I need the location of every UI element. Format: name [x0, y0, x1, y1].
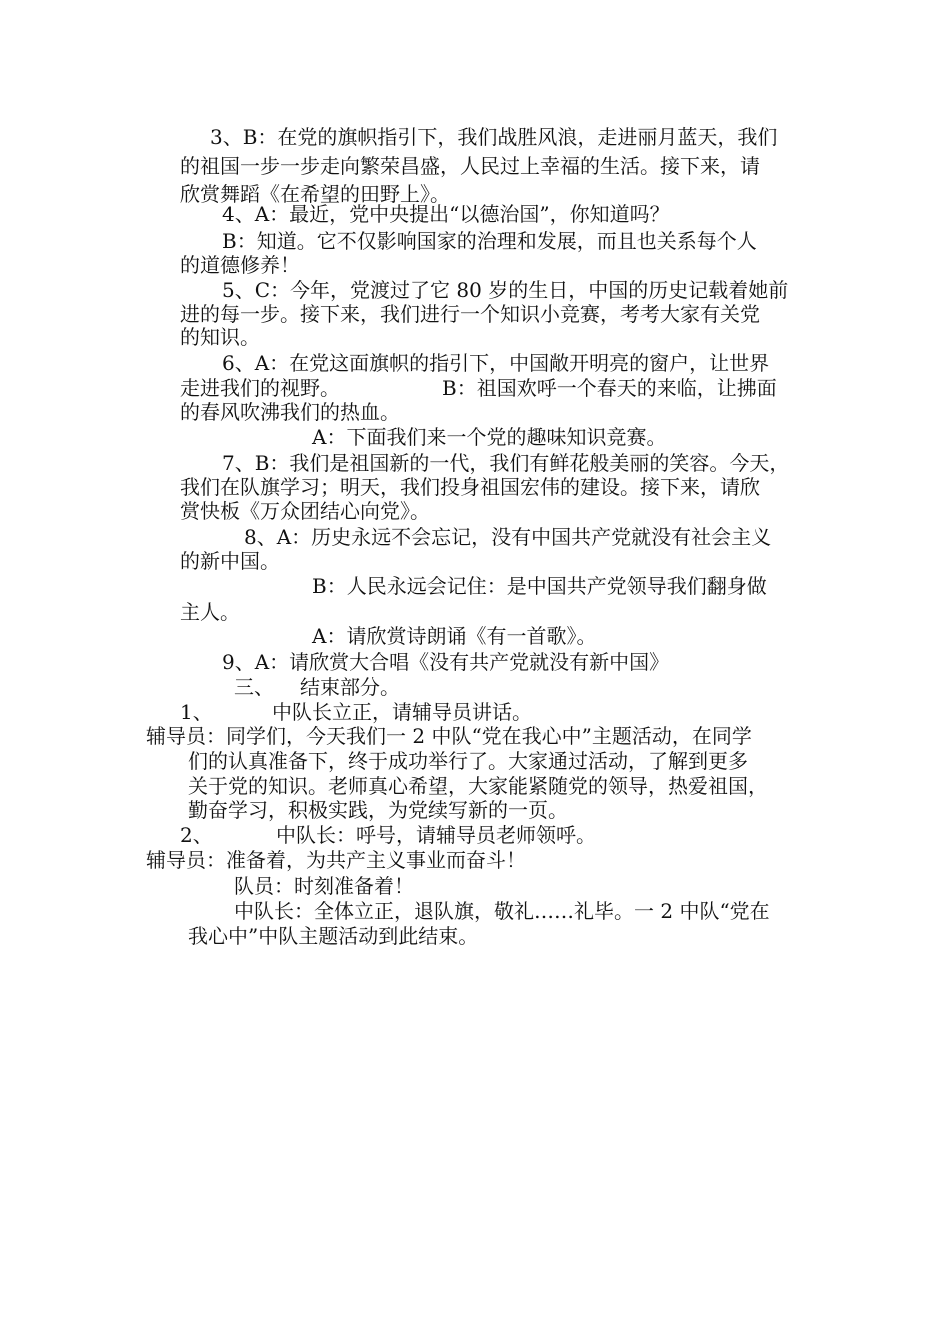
text-line: 2、	[180, 823, 213, 847]
text-line: 6、A：在党这面旗帜的指引下，中国敞开明亮的窗户，让世界	[222, 351, 770, 375]
text-line: 主人。	[180, 600, 240, 624]
text-line: 辅导员：准备着，为共产主义事业而奋斗！	[146, 848, 526, 872]
text-line: 的道德修养！	[180, 253, 300, 277]
text-line: 们的认真准备下，终于成功举行了。大家通过活动，了解到更多	[188, 749, 748, 773]
text-line: 进的每一步。接下来，我们进行一个知识小竞赛，考考大家有关党	[180, 302, 760, 326]
text-line: 辅导员：同学们，今天我们一 2 中队“党在我心中”主题活动，在同学	[146, 724, 752, 748]
text-line: 5、C：今年，党渡过了它 80 岁的生日，中国的历史记载着她前	[222, 278, 789, 302]
text-line: 3、B：在党的旗帜指引下，我们战胜风浪，走进丽月蓝天，我们	[210, 125, 778, 149]
text-line: 4、A：最近，党中央提出“以德治国”，你知道吗？	[222, 202, 670, 226]
text-line: B：知道。它不仅影响国家的治理和发展，而且也关系每个人	[222, 229, 757, 253]
text-line: 三、	[234, 675, 274, 699]
text-line: 的知识。	[180, 325, 260, 349]
text-line: 关于党的知识。老师真心希望，大家能紧随党的领导，热爱祖国，	[188, 774, 768, 798]
text-line: 中队长立正，请辅导员讲话。	[272, 700, 532, 724]
text-line: 欣赏舞蹈《在希望的田野上》。	[180, 182, 450, 206]
text-line: 我们在队旗学习；明天，我们投身祖国宏伟的建设。接下来，请欣	[180, 475, 760, 499]
text-line: 队员：时刻准备着！	[234, 874, 414, 898]
text-line: 1、	[180, 700, 213, 724]
text-line: 结束部分。	[300, 675, 400, 699]
text-line: 中队长：呼号，请辅导员老师领呼。	[276, 823, 596, 847]
text-line: B：祖国欢呼一个春天的来临，让拂面	[442, 376, 777, 400]
text-line: 7、B：我们是祖国新的一代，我们有鲜花般美丽的笑容。今天，	[222, 451, 790, 475]
text-line: 9、A：请欣赏大合唱《没有共产党就没有新中国》	[222, 650, 670, 674]
text-line: 我心中”中队主题活动到此结束。	[188, 924, 479, 948]
text-line: 赏快板《万众团结心向党》。	[180, 499, 430, 523]
text-line: 的新中国。	[180, 549, 280, 573]
text-line: 的春风吹沸我们的热血。	[180, 400, 400, 424]
text-line: 走进我们的视野。	[180, 376, 340, 400]
text-line: 8、A：历史永远不会忘记，没有中国共产党就没有社会主义	[244, 525, 772, 549]
text-line: A：请欣赏诗朗诵《有一首歌》。	[312, 624, 597, 648]
text-line: 勤奋学习，积极实践，为党续写新的一页。	[188, 798, 568, 822]
text-line: A：下面我们来一个党的趣味知识竞赛。	[312, 425, 667, 449]
text-line: 的祖国一步一步走向繁荣昌盛，人民过上幸福的生活。接下来，请	[180, 154, 760, 178]
text-line: 中队长：全体立正，退队旗，敬礼……礼毕。一 2 中队“党在	[234, 899, 770, 923]
text-line: B：人民永远会记住：是中国共产党领导我们翻身做	[312, 574, 767, 598]
